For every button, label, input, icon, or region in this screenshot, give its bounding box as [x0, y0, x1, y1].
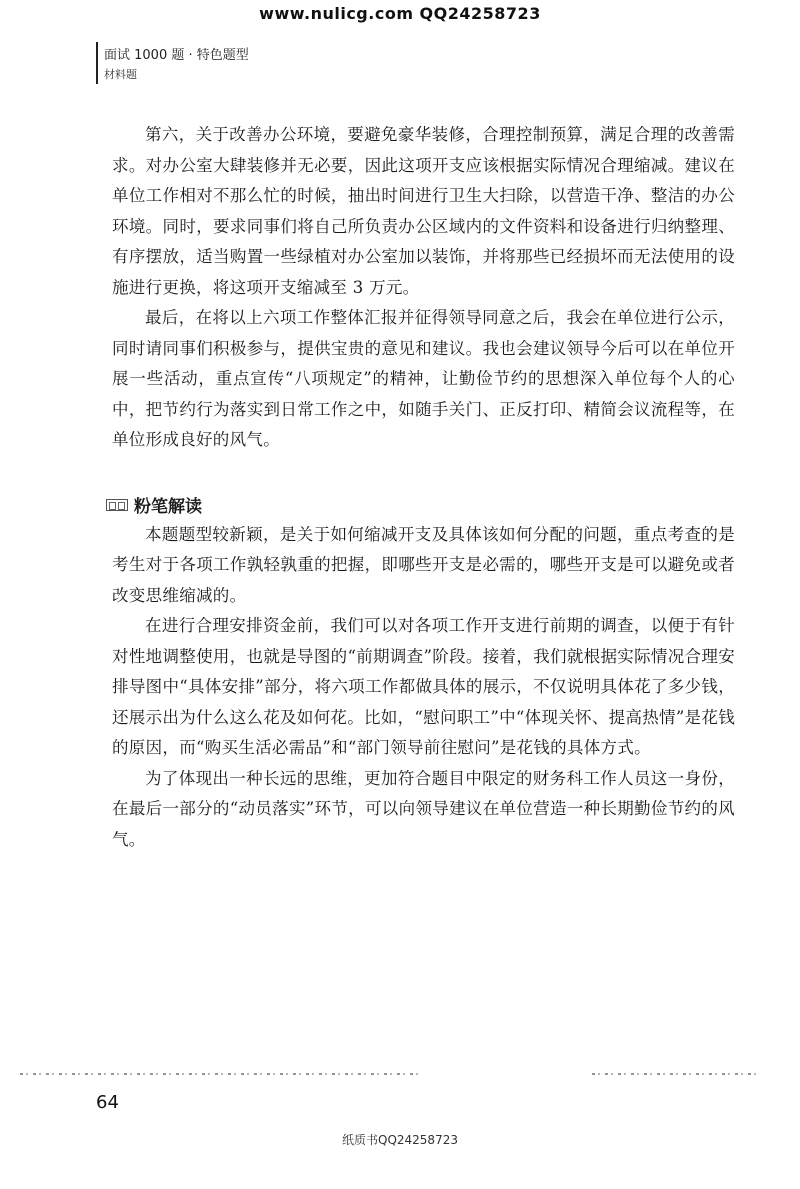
watermark-bottom: 纸质书QQ24258723 — [342, 1133, 458, 1147]
answer-paragraph-2: 最后，在将以上六项工作整体汇报并征得领导同意之后，我会在单位进行公示，同时请同事们积极参与，提供宝贵的意见和建议。我也会建议领导今后可以在单位开展一些活动，重点宣传“八项规定”的精神，让勤俭节约的思想深入单位每个人的心中，把节约行为落实到日常工作之中，如随手关门、正反打印、精简会议流程等，在单位形成良好的风气。 — [112, 308, 735, 449]
analysis-paragraph-1: 本题题型较新颖，是关于如何缩减开支及具体该如何分配的问题，重点考查的是考生对于各项工作孰轻孰重的把握，即哪些开支是必需的，哪些开支是可以避免或者改变思维缩减的。 — [112, 524, 735, 605]
header-rule — [96, 42, 98, 84]
section-marker-icon — [106, 499, 128, 511]
analysis-paragraph-3: 为了体现出一种长远的思维，更加符合题目中限定的财务科工作人员这一身份，在最后一部分的“动员落实”环节，可以向领导建议在单位营造一种长期勤俭节约的风气。 — [112, 768, 735, 849]
answer-paragraph-1: 第六，关于改善办公环境，要避免豪华装修，合理控制预算，满足合理的改善需求。对办公室大肆装修并无必要，因此这项开支应该根据实际情况合理缩减。建议在单位工作相对不那么忙的时候，抽出时间进行卫生大扫除，以营造干净、整洁的办公环境。同时，要求同事们将自己所负责办公区域内的文件资料和设备进行归纳整理、有序摆放，适当购置一些绿植对办公室加以装饰，并将那些已经损坏而无法使用的设施进行更换，将这项开支缩减至 3 万元。 — [112, 125, 735, 297]
page-number: 64 — [96, 1092, 119, 1113]
running-header-subtitle: 材料题 — [104, 68, 137, 81]
watermark-top: www.nulicg.com QQ24258723 — [259, 4, 541, 23]
section-heading — [106, 490, 735, 520]
section-heading-label: 粉笔解读 — [134, 497, 202, 517]
scan-artifact-line — [20, 1073, 420, 1075]
running-header-title: 面试 1000 题 · 特色题型 — [104, 48, 249, 63]
page-content — [112, 120, 735, 855]
scan-artifact-line — [592, 1073, 757, 1075]
analysis-paragraph-2: 在进行合理安排资金前，我们可以对各项工作开支进行前期的调查，以便于有针对性地调整使用，也就是导图的“前期调查”阶段。接着，我们就根据实际情况合理安排导图中“具体安排”部分，将六项工作都做具体的展示，不仅说明具体花了多少钱，还展示出为什么这么花及如何花。比如，“慰问职工”中“体现关怀、提高热情”是花钱的原因，而“购买生活必需品”和“部门领导前往慰问”是花钱的具体方式。 — [112, 616, 735, 757]
